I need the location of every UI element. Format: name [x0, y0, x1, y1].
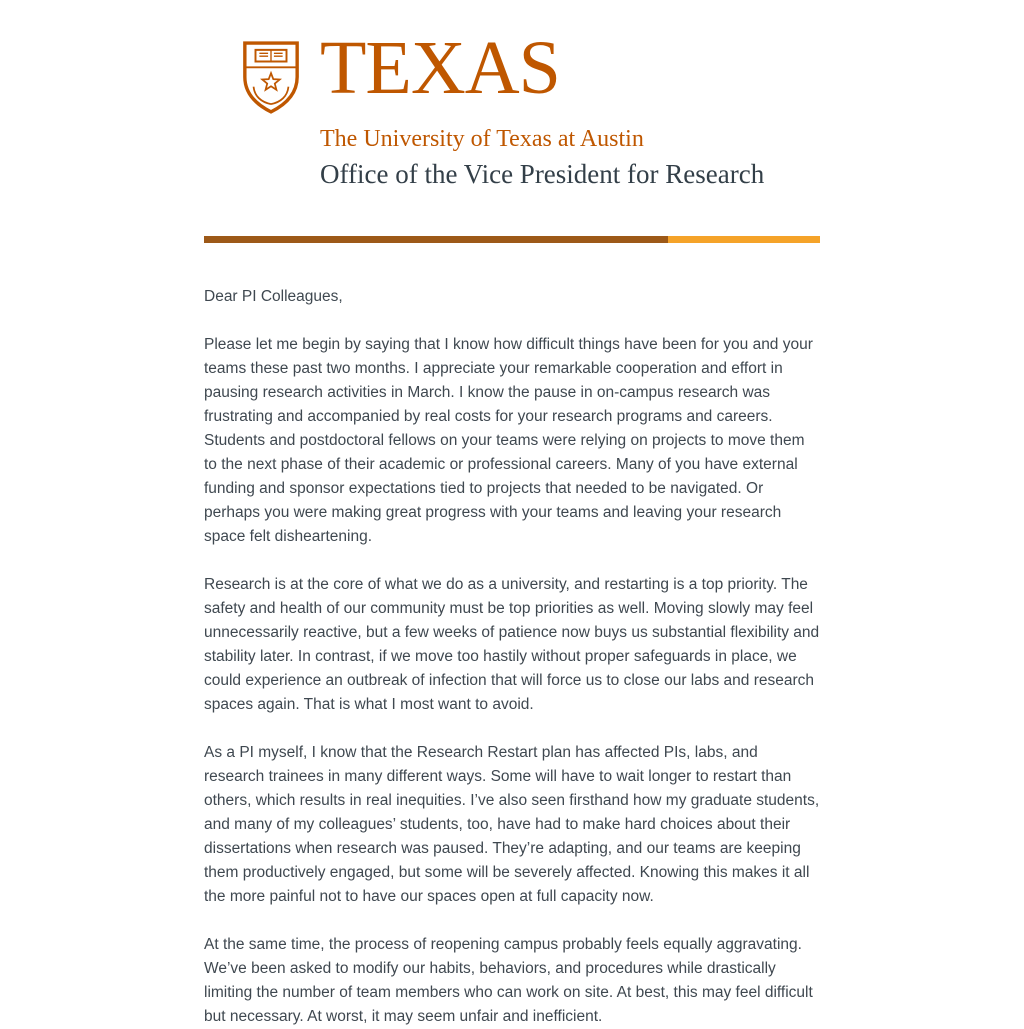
letter-body	[204, 285, 820, 1029]
university-masthead	[204, 26, 820, 190]
divider-left-segment	[204, 236, 668, 243]
logo-row	[204, 26, 820, 116]
ut-shield-icon	[240, 38, 302, 116]
letter-paragraph: As a PI myself, I know that the Research Restart plan has affected PIs, labs, and research trainees in many different ways. Some will have to wait longer to restart than others, which results in real inequities. I’ve also seen firsthand how my graduate students, and many of my colleagues’ students, too, have had to make hard choices about their dissertations when research was paused. They’re adapting, and our teams are keeping them productively engaged, but some will be severely affected. Knowing this makes it all the more painful not to have our spaces open at full capacity now.	[204, 743, 820, 905]
letter-page	[204, 0, 820, 1029]
salutation: Dear PI Colleagues,	[204, 287, 343, 305]
letter-paragraph: Research is at the core of what we do as a university, and restarting is a top priority. The safety and health of our community must be top priorities as well. Moving slowly may feel unnecessarily reactive, but a few weeks of patience now buys us substantial flexibility and stability later. In contrast, if we move too hastily without proper safeguards in place, we could experience an outbreak of infection that will force us to close our labs and research spaces again. That is what I most want to avoid.	[204, 575, 820, 713]
divider-bar	[204, 236, 820, 243]
divider-right-segment	[668, 236, 820, 243]
letter-paragraph: Please let me begin by saying that I know how difficult things have been for you and your teams these past two months. I appreciate your remarkable cooperation and effort in pausing research activities in March. I know the pause in on-campus research was frustrating and accompanied by real costs for your research programs and careers. Students and postdoctoral fellows on your teams were relying on projects to move them to the next phase of their academic or professional careers. Many of you have external funding and sponsor expectations tied to projects that needed to be navigated. Or perhaps you were making great progress with your teams and leaving your research space felt disheartening.	[204, 335, 813, 545]
office-name: Office of the Vice President for Research	[320, 158, 765, 189]
texas-wordmark: TEXAS	[320, 26, 560, 110]
university-name: The University of Texas at Austin	[320, 126, 644, 152]
letter-paragraph: At the same time, the process of reopening campus probably feels equally aggravating. We’ve been asked to modify our habits, behaviors, and procedures while drastically limiting the number of team members who can work on site. At best, this may feel difficult but necessary. At worst, it may seem unfair and inefficient.	[204, 935, 813, 1025]
